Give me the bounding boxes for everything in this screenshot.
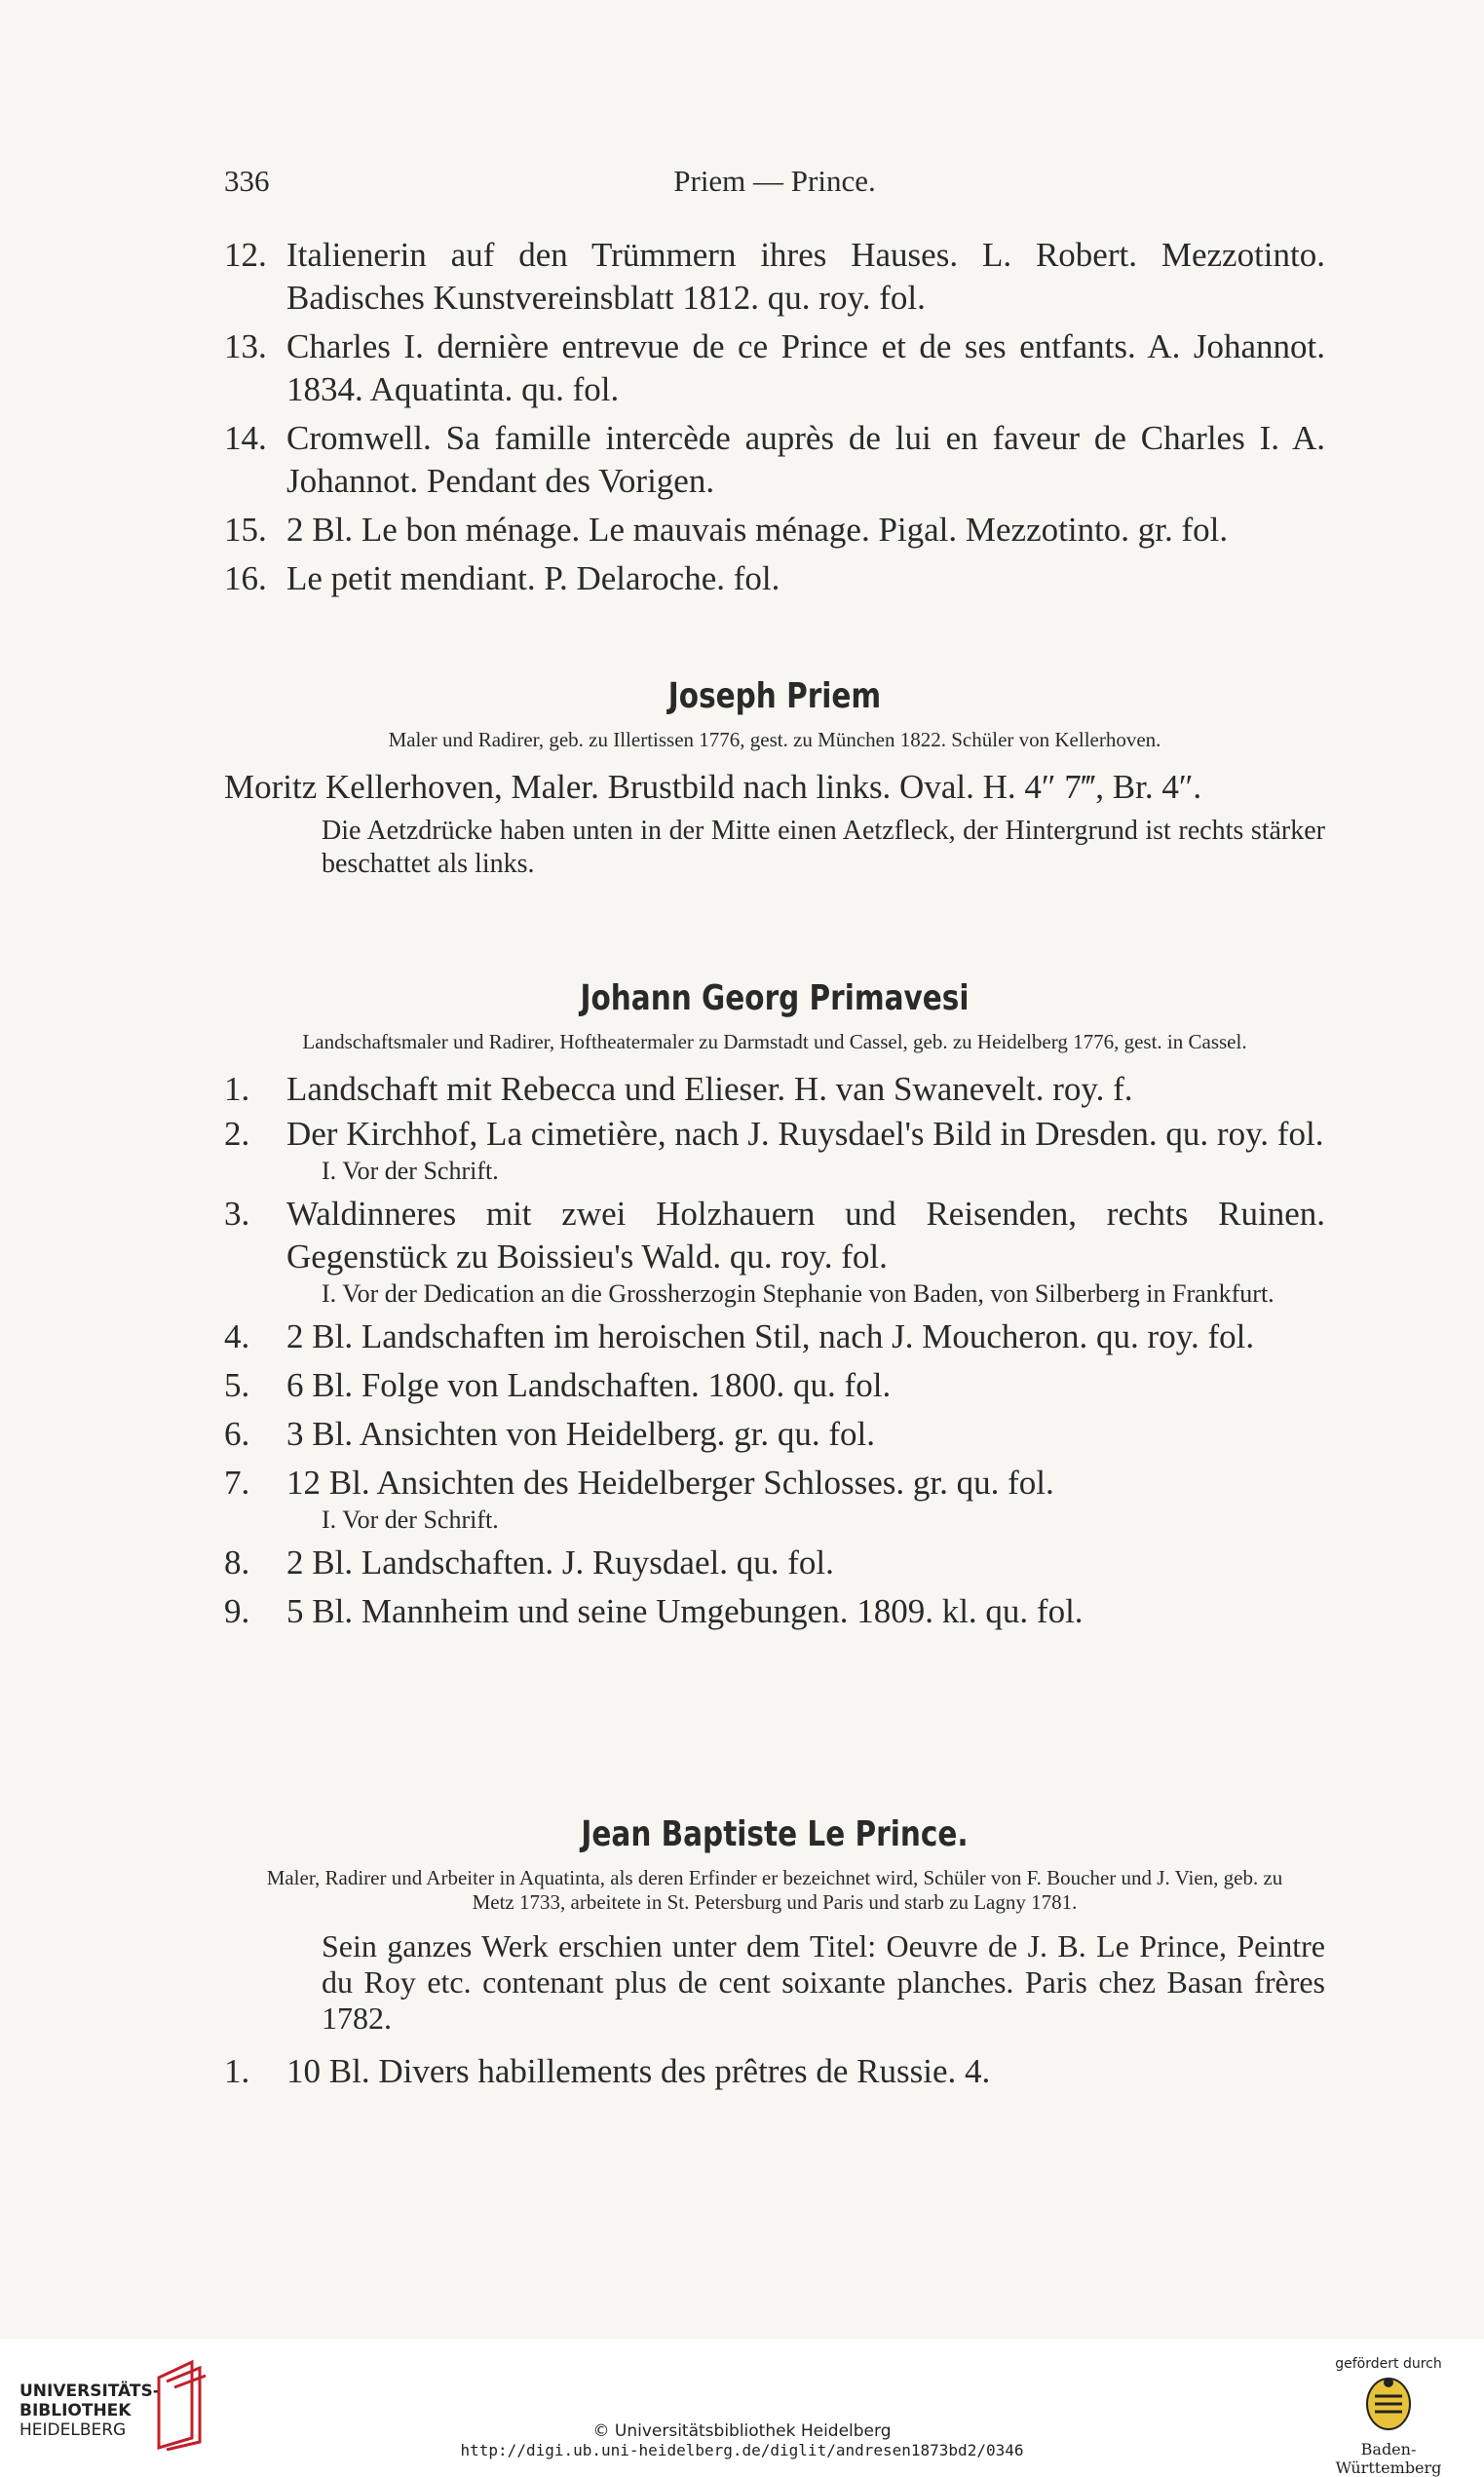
list-item: 14. Cromwell. Sa famille intercède auprès de lui en faveur de Charles I. A. Johannot. Pendant des Vorigen. — [224, 419, 1325, 500]
sponsor-name: Baden-Württemberg — [1335, 2440, 1442, 2477]
section-priem — [224, 676, 1325, 881]
state-note: I. Vor der Dedication an die Grossherzogin Stephanie von Baden, von Silberberg in Frankfurt. — [322, 1279, 1275, 1308]
list-item: 3. Waldinneres mit zwei Holzhauern und Reisenden, rechts Ruinen. Gegenstück zu Boissieu's Wald. qu. roy. fol. — [224, 1195, 1325, 1276]
list-item: 4. 2 Bl. Landschaften im heroischen Stil, nach J. Moucheron. qu. roy. fol. — [224, 1317, 1255, 1355]
list-item: 9. 5 Bl. Mannheim und seine Umgebungen. 1809. kl. qu. fol. — [224, 1592, 1084, 1630]
sponsor-block — [1311, 2356, 1466, 2477]
list-item: 1. Landschaft mit Rebecca und Elieser. H. van Swanevelt. roy. f. — [224, 1070, 1133, 1108]
list-item: 15. 2 Bl. Le bon ménage. Le mauvais ménage. Pigal. Mezzotinto. gr. fol. — [224, 511, 1229, 549]
footer-bar — [0, 2339, 1484, 2477]
prev-entries — [224, 234, 1325, 600]
copyright-block — [0, 2422, 1484, 2459]
section-primavesi — [224, 978, 1325, 1633]
list-item: 13. Charles I. dernière entrevue de ce Prince et de ses entfants. A. Johannot. 1834. Aquatinta. qu. fol. — [224, 327, 1325, 408]
list-item: 1. 10 Bl. Divers habillements des prêtres de Russie. 4. — [224, 2052, 991, 2090]
running-head — [224, 164, 1325, 207]
entry-note: Die Aetzdrücke haben unten in der Mitte einen Aetzfleck, der Hintergrund ist rechts stärker beschattet als links. — [322, 816, 1325, 879]
list-item: 5. 6 Bl. Folge von Landschaften. 1800. qu. fol. — [224, 1366, 892, 1404]
state-crest-icon — [1359, 2375, 1418, 2433]
list-item: 2. Der Kirchhof, La cimetière, nach J. Ruysdael's Bild in Dresden. qu. roy. fol. — [224, 1115, 1324, 1153]
artist-bio: Maler, Radirer und Arbeiter in Aquatinta, als deren Erfinder er bezeichnet wird, Schüler von F. Boucher und J. Vien, geb. zu Metz 1733, arbeitete in St. Petersburg und Paris und starb zu Lagny 1781. — [266, 1866, 1283, 1914]
state-note: I. Vor der Schrift. — [322, 1505, 499, 1534]
section-leprince — [224, 1814, 1325, 2093]
state-note: I. Vor der Schrift. — [322, 1157, 499, 1185]
artist-heading: Joseph Priem — [667, 676, 882, 716]
sponsor-label: gefördert durch — [1335, 2356, 1442, 2372]
permalink[interactable]: http://digi.ub.uni-heidelberg.de/diglit/andresen1873bd2/0346 — [460, 2441, 1024, 2459]
intro-paragraph: Sein ganzes Werk erschien unter dem Titel: Oeuvre de J. B. Le Prince, Peintre du Roy etc. contenant plus de cent soixante planches. Paris chez Basan frères 1782. — [322, 1928, 1325, 2036]
artist-heading: Jean Baptiste Le Prince. — [581, 1814, 969, 1854]
library-name: UNIVERSITÄTS- BIBLIOTHEK HEIDELBERG — [19, 2382, 160, 2440]
list-item: 7. 12 Bl. Ansichten des Heidelberger Schlosses. gr. qu. fol. — [224, 1464, 1054, 1502]
running-title: Priem — Prince. — [673, 164, 876, 198]
artist-bio: Maler und Radirer, geb. zu Illertissen 1776, gest. zu München 1822. Schüler von Kellerhoven. — [388, 728, 1161, 751]
artist-heading: Johann Georg Primavesi — [580, 978, 970, 1018]
entry-text: Moritz Kellerhoven, Maler. Brustbild nach links. Oval. H. 4″ 7‴, Br. 4″. — [224, 768, 1202, 806]
copyright-text: © Universitätsbibliothek Heidelberg — [592, 2421, 892, 2441]
list-item: 12. Italienerin auf den Trümmern ihres Hauses. L. Robert. Mezzotinto. Badisches Kunstvereinsblatt 1812. qu. roy. fol. — [224, 236, 1325, 317]
list-item: 8. 2 Bl. Landschaften. J. Ruysdael. qu. fol. — [224, 1543, 834, 1581]
artist-bio: Landschaftsmaler und Radirer, Hoftheatermaler zu Darmstadt und Cassel, geb. zu Heidelberg 1776, gest. in Cassel. — [302, 1030, 1247, 1053]
list-item: 16. Le petit mendiant. P. Delaroche. fol. — [224, 559, 780, 597]
page-number: 336 — [224, 164, 270, 198]
list-item: 6. 3 Bl. Ansichten von Heidelberg. gr. qu. fol. — [224, 1415, 876, 1453]
